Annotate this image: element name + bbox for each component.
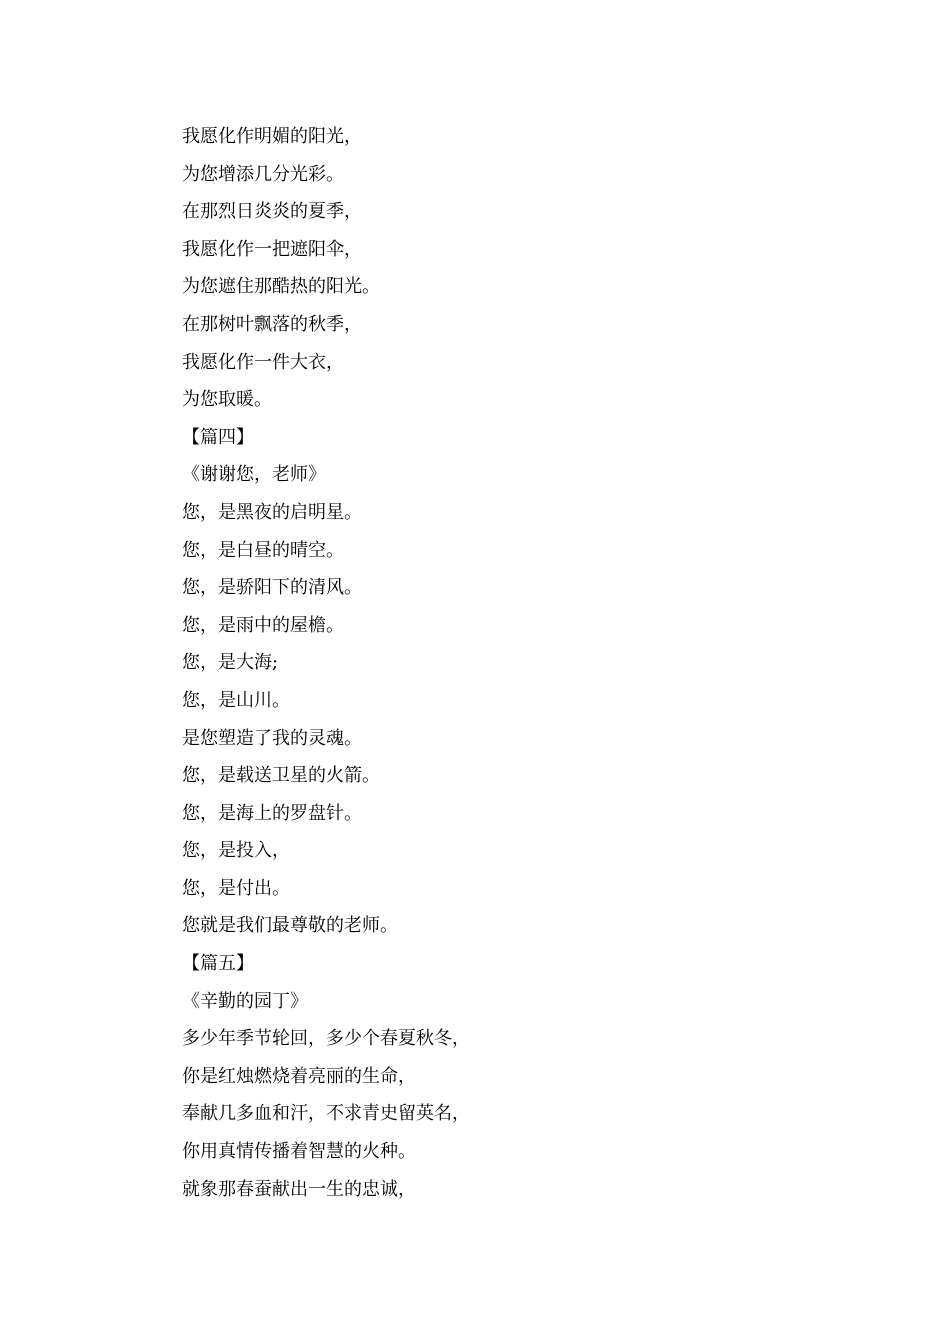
text-line: 你是红烛燃烧着亮丽的生命， [182, 1065, 416, 1087]
text-line: 奉献几多血和汗，不求青史留英名， [182, 1103, 470, 1125]
poem-text-block [182, 118, 882, 1208]
poem-title: 《谢谢您，老师》 [182, 464, 326, 486]
text-line: 在那树叶飘落的秋季， [182, 313, 362, 335]
text-line: 您，是山川。 [182, 689, 290, 711]
poem-title: 《辛勤的园丁》 [182, 990, 308, 1012]
text-line: 多少年季节轮回，多少个春夏秋冬， [182, 1028, 470, 1050]
text-line: 您，是付出。 [182, 877, 290, 899]
text-line: 您就是我们最尊敬的老师。 [182, 915, 398, 937]
text-line: 为您取暖。 [182, 389, 272, 411]
text-line: 在那烈日炎炎的夏季， [182, 201, 362, 223]
text-line: 我愿化作一件大衣， [182, 351, 344, 373]
text-line: 您，是雨中的屋檐。 [182, 614, 344, 636]
section-heading: 【篇四】 [182, 426, 254, 448]
text-line: 您，是载送卫星的火箭。 [182, 765, 380, 787]
text-line: 您，是黑夜的启明星。 [182, 501, 362, 523]
section-heading: 【篇五】 [182, 953, 254, 975]
text-line: 您，是海上的罗盘针。 [182, 802, 362, 824]
text-line: 你用真情传播着智慧的火种。 [182, 1141, 416, 1163]
text-line: 您，是白昼的晴空。 [182, 539, 344, 561]
text-line: 为您增添几分光彩。 [182, 163, 344, 185]
text-line: 是您塑造了我的灵魂。 [182, 727, 362, 749]
text-line: 我愿化作一把遮阳伞， [182, 238, 362, 260]
text-line: 您，是骄阳下的清风。 [182, 577, 362, 599]
text-line: 我愿化作明媚的阳光， [182, 126, 362, 147]
text-line: 为您遮住那酷热的阳光。 [182, 276, 380, 298]
text-line: 您，是投入， [182, 840, 290, 862]
text-line: 就象那春蚕献出一生的忠诚， [182, 1178, 416, 1200]
text-line: 您，是大海; [182, 652, 279, 674]
